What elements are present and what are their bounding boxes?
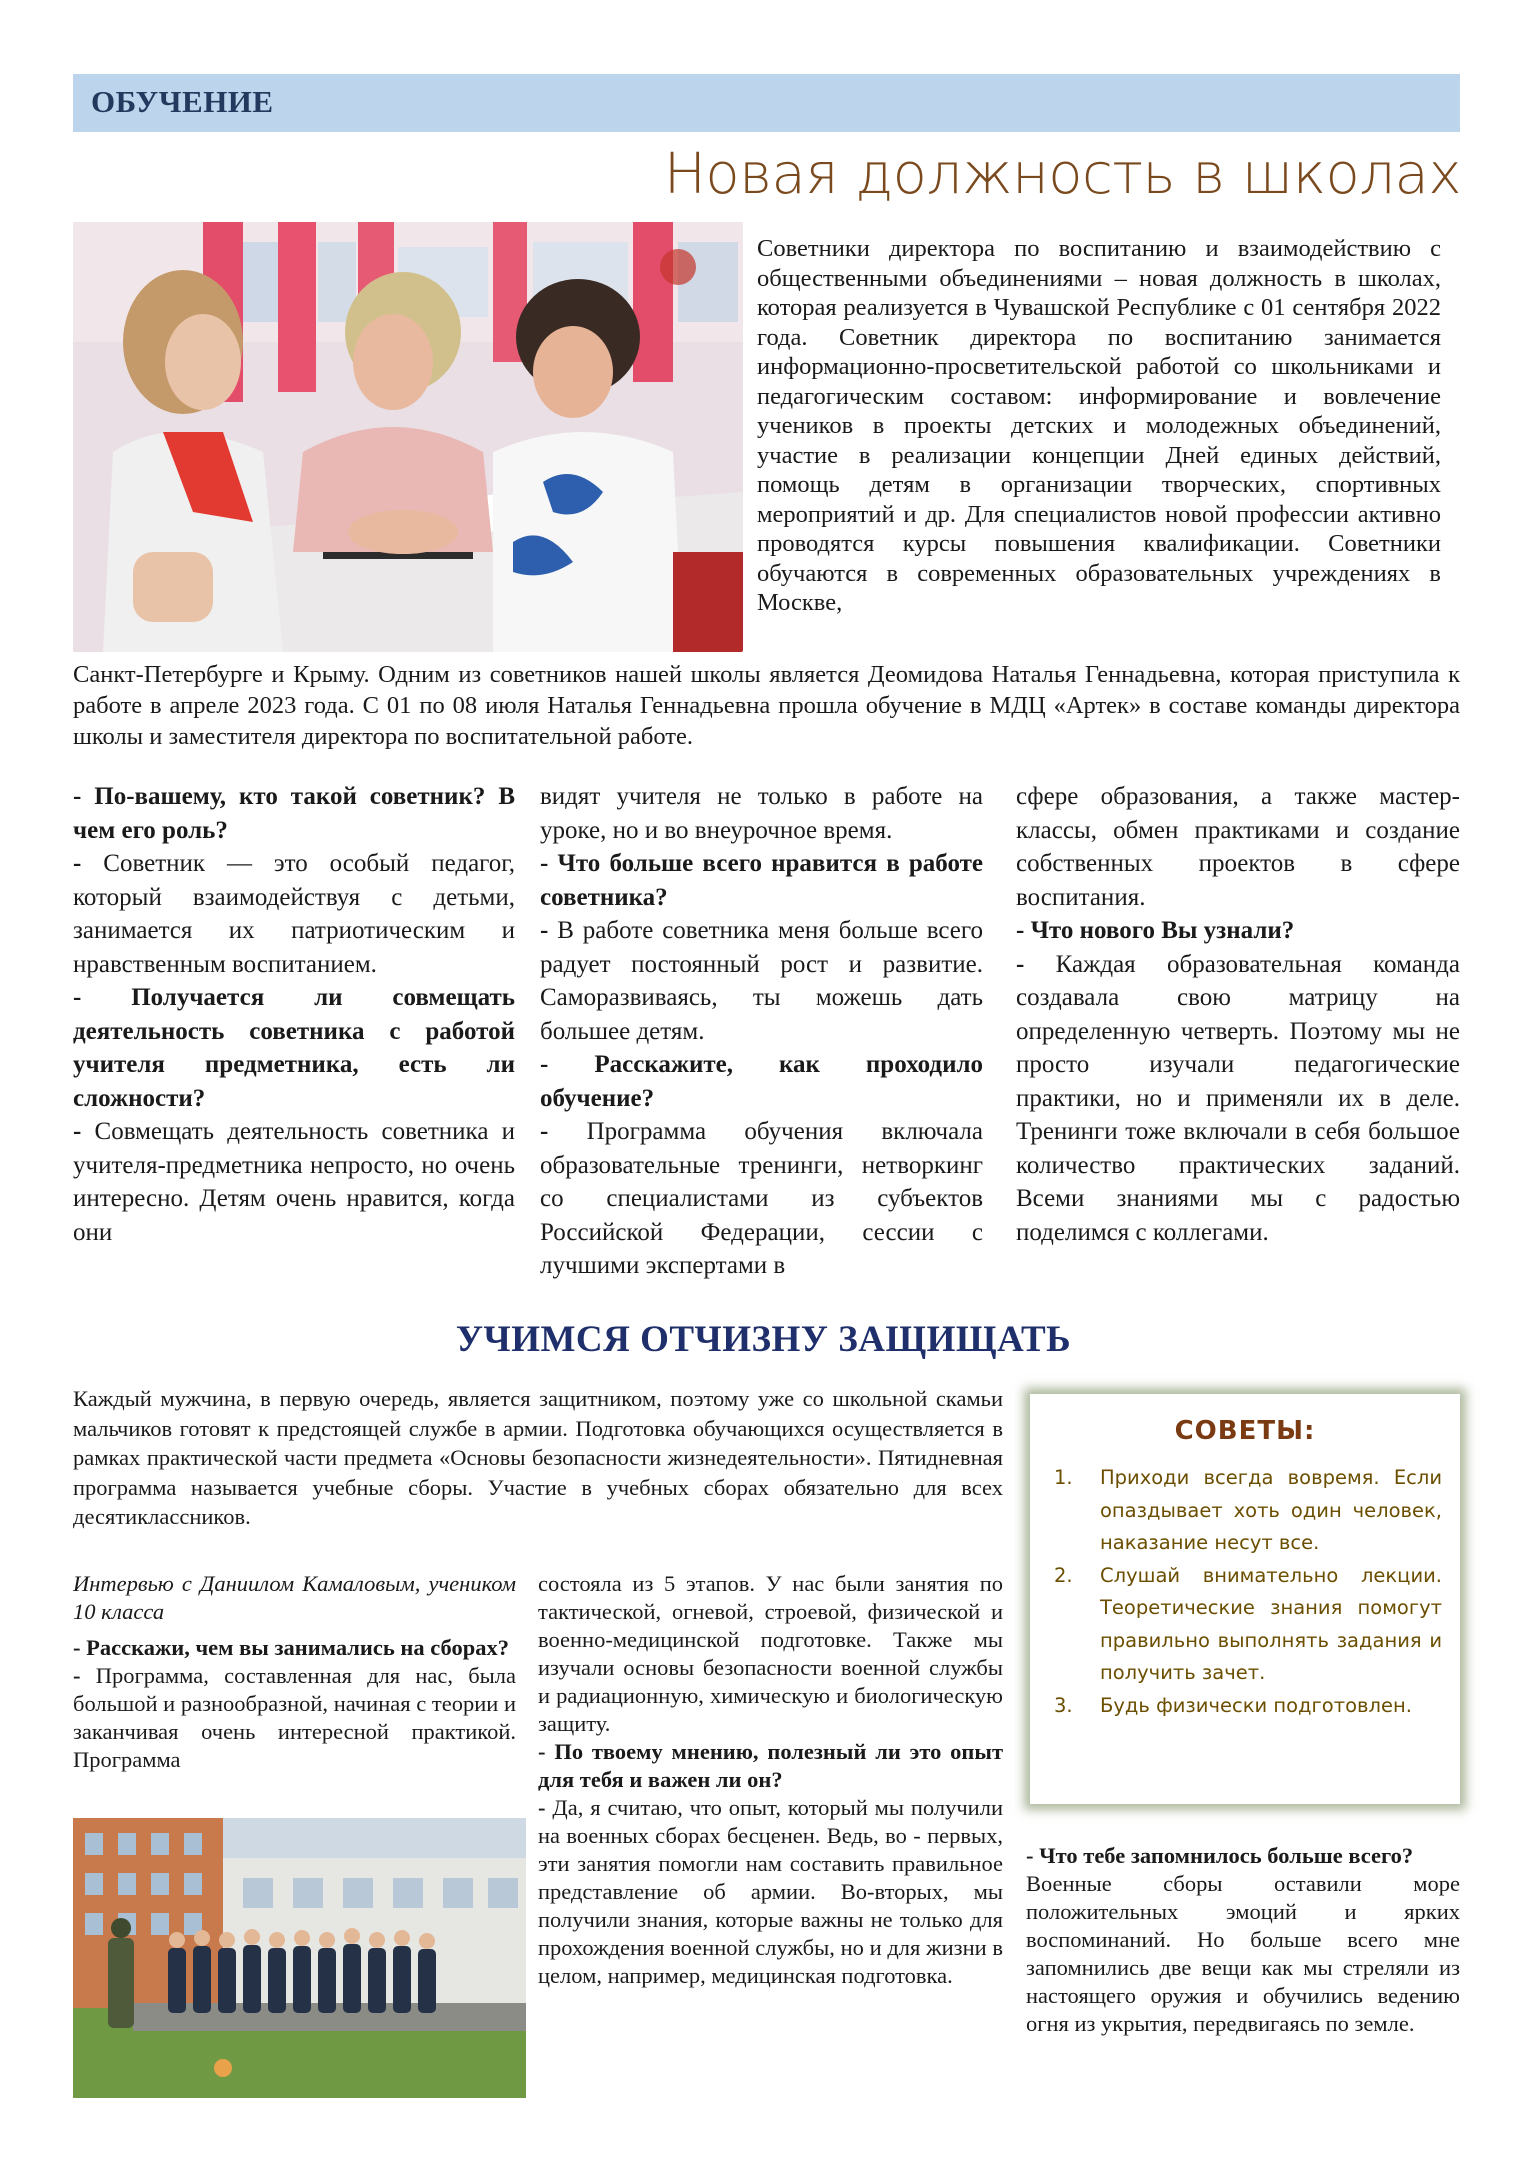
dash: - (73, 1118, 95, 1145)
paragraph-text: состояла из 5 этапов. У нас были занятия по тактической, огневой, строевой, физической и военно-медицинской подготовке. Также мы изучали основы безопасности военной службы и радиационную, химическую и биологическую защиту. (538, 1571, 1003, 1736)
interview-answer (1016, 948, 1460, 1250)
paragraph-text: Военные сборы оставили море положительных эмоций и ярких воспоминаний. Но больше всего мне запомнились две вещи как мы стреляли из настоящего оружия и обучились ведению огня из укрытия, передвигаясь по земле. (1026, 1871, 1460, 2036)
tips-box (1020, 1384, 1470, 1814)
interview1-column-2 (540, 780, 983, 1283)
interview-answer (540, 914, 983, 1048)
paragraph-text: Что нового Вы узнали? (1030, 917, 1295, 944)
tip-text: Приходи всегда вовремя. Если опаздывает хоть один человек, наказание несут все. (1100, 1466, 1442, 1554)
dash: - (1026, 1843, 1040, 1868)
dash: - (73, 783, 95, 810)
tips-list (1054, 1462, 1442, 1722)
interview1-column-1 (73, 780, 515, 1249)
interview-question (73, 1634, 516, 1662)
interview-answer (73, 1115, 515, 1249)
dash: - (540, 850, 558, 877)
dash: - (73, 984, 132, 1011)
paragraph-text: По-вашему, кто такой советник? В чем его роль? (73, 783, 515, 844)
lead-paragraph-2: Каждый мужчина, в первую очередь, является защитником, поэтому уже со школьной скамьи мальчиков готовят к предстоящей службе в армии. Подготовка обучающихся осуществляется в рамках практической части предмета «Основы безопасности жизнедеятельности». Пятидневная программа называется учебные сборы. Участие в учебных сборах обязательно для всех десятиклассников. (73, 1386, 1003, 1529)
dash: - (73, 1635, 87, 1660)
dash: - (540, 1118, 587, 1145)
interview-answer (73, 1662, 516, 1774)
interview1-column-3 (1016, 780, 1460, 1249)
tip-item (1054, 1690, 1442, 1723)
interview-question (540, 1048, 983, 1115)
intro-text-right: Советники директора по воспитанию и взаимодействию с общественными объединениями – новая должность в школах, которая реализуется в Чувашской Республике с 01 сентября 2022 года. Советник директора по воспитанию занимается информационно-просветительской работой со школьниками и педагогическим составом: информирование и вовлечение учеников в проекты детских и молодежных объединений, участие в реализации концепции Дней единых действий, помощь детям в организации творческих, спортивных мероприятий и др. Для специалистов новой профессии активно проводятся курсы повышения квалификации. Советники обучаются в современных образовательных учреждениях в Москве, (757, 235, 1441, 616)
interview-answer (540, 780, 983, 847)
dash: - (1016, 917, 1031, 944)
interview-answer (540, 1115, 983, 1283)
dash: - (540, 1051, 595, 1078)
section-bar (73, 74, 1460, 132)
paragraph-text: видят учителя не только в работе на уроке, но и во внеурочное время. (540, 783, 983, 844)
interview-answer (1026, 1870, 1460, 2038)
article-headline: Новая должность в школах (663, 142, 1461, 207)
interview-caption: Интервью с Даниилом Камаловым, учеником 10 класса (73, 1571, 516, 1624)
tips-card (1030, 1394, 1460, 1804)
dash: - (1016, 950, 1056, 978)
paragraph-text: Программа, составленная для нас, была большой и разнообразной, начиная с теории и заканчивая очень интересной практикой. Программа (73, 1663, 516, 1772)
interview2-column-3 (1026, 1842, 1460, 2038)
interview-answer (73, 847, 515, 981)
intro-text-full: Санкт-Петербурге и Крыму. Одним из советников нашей школы является Деомидова Наталья Геннадьевна, которая приступила к работе в апреле 2023 года. С 01 по 08 июля Наталья Геннадьевна прошла обучение в МДЦ «Артек» в составе команды директора школы и заместителя директора по воспитательной работе. (73, 661, 1460, 750)
interview-question (1016, 914, 1460, 948)
interview2-column-1 (73, 1570, 516, 1774)
tip-item (1054, 1462, 1442, 1560)
paragraph-text: Каждая образовательная команда создавала свою матрицу на определенную четверть. Поэтому мы не просто изучали педагогические практики, но и применяли их в деле. Тренинги тоже включали в себя большое количество практических заданий. Всеми знаниями мы с радостью поделимся с коллегами. (1016, 950, 1461, 1246)
interview-answer (538, 1794, 1003, 1990)
interview-question (540, 847, 983, 914)
classroom-photo (73, 222, 743, 652)
tip-number: 3. (1054, 1693, 1073, 1717)
tip-text: Слушай внимательно лекции. Теоретические знания помогут правильно выполнять задания и получить зачет. (1100, 1563, 1442, 1684)
paragraph-text: Программа обучения включала образовательные тренинги, нетворкинг со специалистами из субъектов Российской Федерации, сессии с лучшими экспертами в (540, 1118, 983, 1279)
paragraph-text: По твоему мнению, полезный ли это опыт для тебя и важен ли он? (538, 1739, 1003, 1792)
dash: - (73, 1663, 96, 1688)
paragraph-text: сфере образования, а также мастер-классы, обмен практиками и создание собственных проектов в сфере воспитания. (1016, 783, 1460, 911)
interview-question (73, 780, 515, 847)
dash: - (538, 1739, 555, 1764)
interview-question (538, 1738, 1003, 1794)
interview2-column-2 (538, 1570, 1003, 1990)
paragraph-text: В работе советника меня больше всего радует постоянный рост и развитие. Саморазвиваясь, ты можешь дать большее детям. (540, 917, 984, 1045)
tip-text: Будь физически подготовлен. (1100, 1693, 1412, 1717)
interview-answer (538, 1570, 1003, 1738)
paragraph-text: Что тебе запомнилось больше всего? (1039, 1843, 1414, 1868)
interview-question (73, 981, 515, 1115)
interview-answer (1016, 780, 1460, 914)
paragraph-text: Получается ли совмещать деятельность советника с работой учителя предметника, есть ли сложности? (73, 984, 516, 1112)
paragraph-text: Расскажите, как проходило обучение? (540, 1051, 983, 1112)
tip-number: 2. (1054, 1563, 1073, 1587)
dash: - (73, 850, 104, 877)
paragraph-text: Да, я считаю, что опыт, который мы получили на военных сборах бесценен. Ведь, во - первых, эти занятия помогли нам составить правильное представление об армии. Во-вторых, мы получили знания, которые важны не только для прохождения военной службы, но и для жизни в целом, например, медицинская подготовка. (538, 1795, 1003, 1988)
paragraph-text: Расскажи, чем вы занимались на сборах? (86, 1635, 509, 1660)
dash: - (538, 1795, 553, 1820)
tip-item (1054, 1560, 1442, 1690)
interview-question (1026, 1842, 1460, 1870)
section-headline-2: УЧИМСЯ ОТЧИЗНУ ЗАЩИЩАТЬ (455, 1319, 1072, 1360)
dash: - (540, 917, 558, 944)
tip-number: 1. (1054, 1466, 1073, 1489)
paragraph-text: Советник — это особый педагог, который взаимодействуя с детьми, занимается их патриотическим и нравственным воспитанием. (73, 850, 515, 978)
students-photo (73, 1818, 526, 2098)
tips-title: СОВЕТЫ: (1174, 1416, 1316, 1446)
paragraph-text: Совмещать деятельность советника и учителя-предметника непросто, но очень интересно. Детям очень нравится, когда они (73, 1118, 515, 1246)
section-label: ОБУЧЕНИЕ (91, 84, 274, 119)
paragraph-text: Что больше всего нравится в работе советника? (540, 850, 983, 911)
